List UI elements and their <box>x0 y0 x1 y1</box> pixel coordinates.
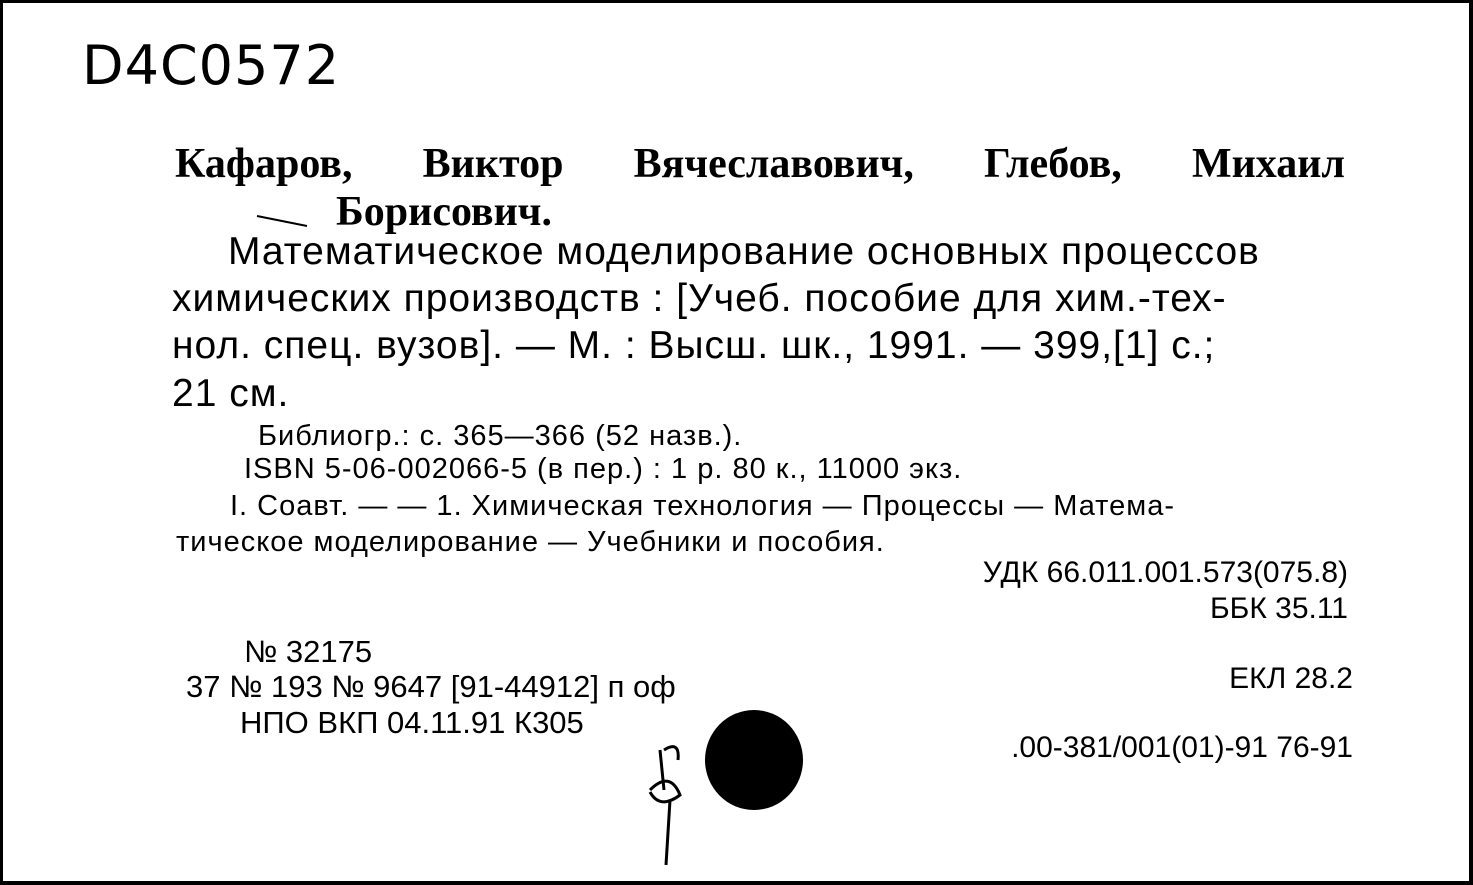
order-line: 37 № 193 № 9647 [91-44912] п оф <box>186 669 676 704</box>
udk-code: УДК 66.011.001.573(075.8) <box>982 556 1348 589</box>
card-border-bottom <box>0 881 1473 885</box>
bbk-code: ББК 35.11 <box>1209 592 1348 625</box>
author-word: Глебов, <box>984 141 1122 187</box>
title-line-1: Математическое моделирование основных процессов <box>228 230 1260 273</box>
publisher-code: .00-381/001(01)-91 76-91 <box>1011 731 1353 764</box>
title-line-2: химических производств : [Учеб. пособие для хим.-тех- <box>172 277 1227 320</box>
title-line-4: 21 см. <box>172 372 290 415</box>
author-word: Виктор <box>422 141 564 187</box>
author-word: Вячеславович, <box>633 141 914 187</box>
bibliography-note: Библиогр.: с. 365—366 (52 назв.). <box>258 420 743 452</box>
subjects-line-2: тическое моделирование — Учебники и пособия. <box>176 526 885 558</box>
black-circle-stamp <box>705 710 803 810</box>
card-number: № 32175 <box>244 634 373 669</box>
subjects-line-1: I. Соавт. — — 1. Химическая технология — Процессы — Матема- <box>230 490 1175 522</box>
author-line <box>175 140 1345 188</box>
title-line-3: нол. спец. вузов]. — М. : Высш. шк., 1991. — 399,[1] с.; <box>172 324 1216 367</box>
isbn-line: ISBN 5-06-002066-5 (в пер.) : 1 р. 80 к., 11000 экз. <box>244 453 963 485</box>
card-border-top <box>0 0 1473 3</box>
ekl-code: ЕКЛ 28.2 <box>1229 662 1353 695</box>
card-border-left <box>0 0 3 885</box>
pencil-mark <box>255 212 315 232</box>
npo-line: НПО ВКП 04.11.91 К305 <box>240 705 584 740</box>
author-word: Михаил <box>1191 141 1345 187</box>
author-word: Кафаров, <box>175 141 353 187</box>
catalog-number: D4C0572 <box>82 34 341 97</box>
handwritten-mark <box>630 730 710 870</box>
author-patronymic: Борисович. <box>336 189 552 235</box>
card-border-right <box>1469 0 1473 885</box>
